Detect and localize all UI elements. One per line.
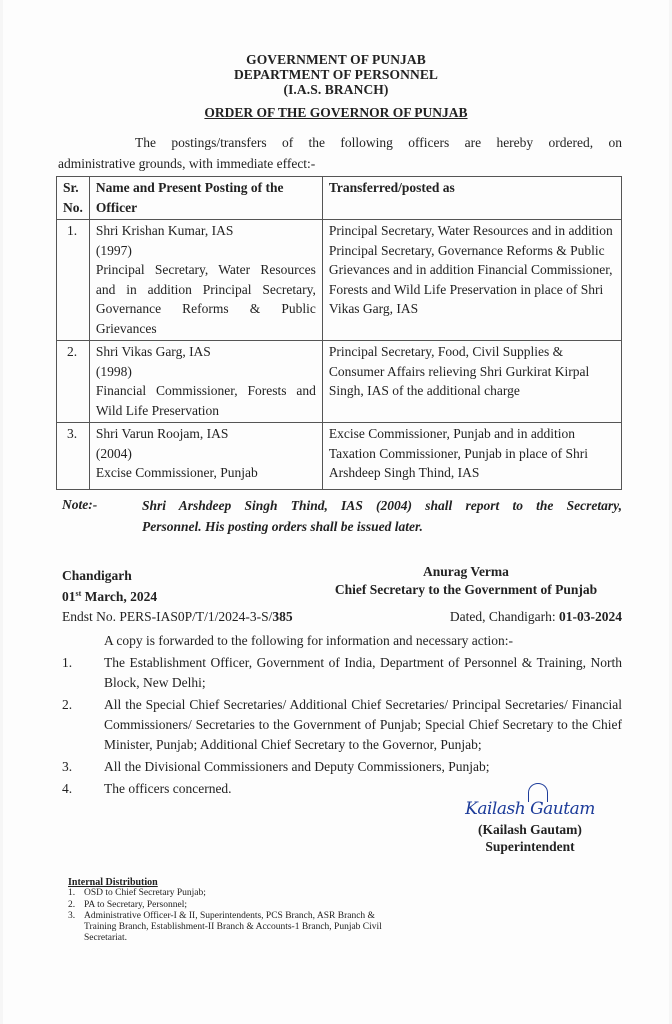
note-line-2: Personnel. His posting orders shall be issued later.: [142, 519, 423, 534]
signatory-name: Anurag Verma: [423, 564, 509, 579]
issue-place: Chandigarh: [62, 568, 132, 583]
table-header-row: [57, 177, 622, 220]
officer-name: Shri Varun Roojam, IAS: [95, 426, 229, 441]
signature-flourish-icon: [528, 783, 548, 802]
officer-batch: (2004): [95, 445, 132, 461]
table-row: [57, 220, 622, 341]
officer-name: Shri Vikas Garg, IAS: [95, 344, 211, 359]
note-line-1: Shri Arshdeep Singh Thind, IAS (2004) shall report to the Secretary,: [142, 498, 622, 513]
recipient-item: 3. All the Divisional Commissioners and Deputy Commissioners, Punjab;: [62, 759, 490, 774]
row-sr: 1.: [57, 220, 90, 341]
row-officer: [89, 341, 322, 423]
row-sr: 2.: [57, 341, 90, 423]
internal-item: 2. PA to Secretary, Personnel;: [68, 899, 187, 910]
row-transferred: Principal Secretary, Water Resources and in addition Principal Secretary, Governance Reforms & Public Grievances and in addition Financial Commissioner, Forests and Wild Life Preservation in place of Shri Vikas Garg, IAS: [322, 220, 621, 341]
row-sr: 3.: [57, 423, 90, 490]
note-text: [142, 495, 622, 537]
note-label: Note:-: [62, 497, 98, 512]
header-transferred: Transferred/posted as: [322, 177, 621, 220]
order-title: ORDER OF THE GOVERNOR OF PUNJAB: [204, 105, 468, 120]
superintendent-title: Superintendent: [485, 839, 575, 854]
superintendent-signature-block: [440, 797, 620, 855]
table-row: [57, 423, 622, 490]
row-transferred: Excise Commissioner, Punjab and in addition Taxation Commissioner, Punjab in place of Shri Arshdeep Singh Thind, IAS: [322, 423, 621, 490]
recipient-item: 4. The officers concerned.: [62, 781, 232, 796]
superintendent-name: (Kailash Gautam): [478, 822, 582, 837]
internal-distribution: [68, 877, 398, 945]
officer-present-posting: Excise Commissioner, Punjab: [95, 465, 258, 480]
forward-text: A copy is forwarded to the following for information and necessary action:-: [104, 633, 514, 648]
header-name-posting: Name and Present Posting of the Officer: [89, 177, 322, 220]
internal-item: 1. OSD to Chief Secretary Punjab;: [68, 888, 206, 899]
table-row: [57, 341, 622, 423]
row-officer: [89, 423, 322, 490]
signatory-title: Chief Secretary to the Government of Punjab: [334, 582, 598, 597]
recipients-list: [62, 653, 622, 801]
endorsement-date: Dated, Chandigarh: 01-03-2024: [449, 609, 622, 624]
header-sr-no: Sr. No.: [57, 177, 90, 220]
row-officer: [89, 220, 322, 341]
officer-name: Shri Krishan Kumar, IAS: [95, 223, 234, 238]
intro-line-1: The postings/transfers of the following officers are hereby ordered, on: [135, 135, 622, 150]
intro-line-2: administrative grounds, with immediate effect:-: [58, 156, 316, 171]
recipient-item: 2. All the Special Chief Secretaries/ Additional Chief Secretaries/ Principal Secretaries/ Financial Commissioners/ Secretaries to the Government of Punjab; Special Chief Secretary to the Chief Minister, Punjab; Additional Chief Secretary to the Governor, Punjab;: [62, 697, 622, 752]
officer-present-posting: Financial Commissioner, Forests and Wild Life Preservation: [95, 383, 316, 418]
issue-place-date: [62, 567, 157, 606]
officer-batch: (1998): [95, 363, 132, 379]
header-branch: (I.A.S. BRANCH): [283, 82, 389, 97]
row-transferred: Principal Secretary, Food, Civil Supplies & Consumer Affairs relieving Shri Gurkirat Kirpal Singh, IAS of the additional charge: [322, 341, 621, 423]
internal-distribution-title: Internal Distribution: [68, 877, 158, 888]
recipient-item: 1. The Establishment Officer, Government of India, Department of Personnel & Training, North Block, New Delhi;: [62, 655, 622, 690]
officer-present-posting: Principal Secretary, Water Resources and in addition Principal Secretary, Governance Reforms & Public Grievances: [95, 262, 316, 336]
header-department: DEPARTMENT OF PERSONNEL: [233, 67, 439, 82]
chief-secretary-signatory: [300, 563, 632, 599]
intro-paragraph: [58, 132, 622, 174]
endorsement-number: Endst No. PERS-IAS0P/T/1/2024-3-S/385: [62, 609, 293, 624]
officer-batch: (1997): [95, 242, 132, 258]
handwritten-signature: Kailash Gautam: [465, 799, 595, 819]
issue-date: 01st March, 2024: [62, 589, 158, 604]
header-government: GOVERNMENT OF PUNJAB: [246, 52, 426, 67]
internal-item: 3. Administrative Officer-I & II, Superintendents, PCS Branch, ASR Branch & Training Branch, Establishment-II Branch & Accounts-1 Branch, Punjab Civil Secretariat.: [68, 910, 382, 944]
postings-table: [56, 176, 622, 490]
